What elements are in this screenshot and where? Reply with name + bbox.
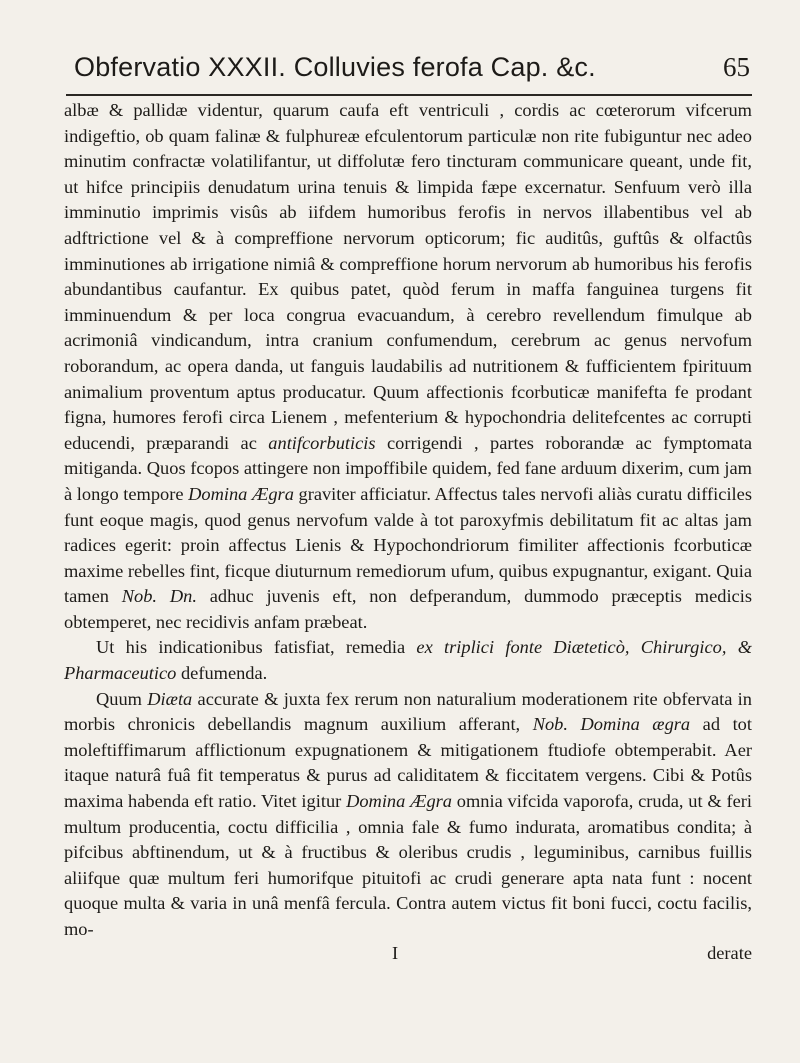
body-text xyxy=(64,98,752,943)
paragraph xyxy=(64,635,752,686)
text-segment: Quum xyxy=(96,688,148,709)
catchline xyxy=(64,943,752,969)
signature-mark: I xyxy=(392,942,399,963)
italic-text-segment: Domina Ægra xyxy=(346,791,452,812)
text-segment: corrigendi , partes roborandæ ac fymptomata mitiganda. Quos fcopos attingere non impoffibile quidem, fed fane arduum dixerim, cum jam à longo tempore xyxy=(64,432,753,504)
italic-text-segment: Nob. Dn. xyxy=(121,586,197,607)
text-segment: defumenda. xyxy=(176,663,268,684)
page-header xyxy=(64,30,752,88)
italic-text-segment: Diæta xyxy=(147,688,193,709)
italic-text-segment: antifcorbuticis xyxy=(268,432,376,453)
text-segment: adhuc juvenis eft, non defperandum, dummodo præceptis medicis obtemperet, nec recidivis anfam præbeat. xyxy=(64,586,752,632)
running-head: Obfervatio XXXII. Colluvies ferofa Cap. &c. xyxy=(74,52,596,82)
paragraph xyxy=(64,687,752,943)
catchword: derate xyxy=(707,942,752,963)
header-rule xyxy=(66,94,752,96)
text-segment: Ut his indicationibus fatisfiat, remedia xyxy=(96,637,417,658)
text-segment: omnia vifcida vaporofa, cruda, ut & feri multum producentia, coctu difficilia , omnia fale & fumo indurata, aromatibus condita; à pifcibus abftinendum, ut & à fructibus & oleribus crudis , leguminibus, carnibus fuillis aliifque quæ multum feri humorifque pituitofi ac crudi generare apta nata funt : nocent quoque multa & varia in unâ menfâ fercula. Contra autem victus fit boni fucci, coctu facilis, mo- xyxy=(64,791,752,939)
paragraph xyxy=(64,98,752,635)
italic-text-segment: ex triplici fonte Diæteticò, Chirurgico, & Pharmaceutico xyxy=(64,637,752,684)
italic-text-segment: Nob. Domina ægra xyxy=(532,714,691,735)
page-number: 65 xyxy=(723,52,750,82)
text-segment: albæ & pallidæ videntur, quarum caufa eft ventriculi , cordis ac cœterorum vifcerum indigeftio, ob quam falinæ & fulphureæ efculentorum particulæ non rite fubiguntur nec adeo minutim confractæ volatilifantur, ut diffolutæ fero tincturam communicare queant, unde fit, ut hifce principiis denudatum urina tenuis & limpida fæpe excernatur. Senfuum verò illa imminutio imprimis visûs ab iifdem humoribus ferofis in nervos illabentibus vel ab adftrictione vel & à compreffione nervorum opticorum; fic auditûs, guftûs & olfactûs imminutiones ab irrigatione nimiâ & compreffione horum nervorum ab humoribus his ferofis abundantibus caufantur. Ex quibus patet, quòd ferum in maffa fanguinea turgens fit imminuendum & per loca congrua evacuandum, à cerebro revellendum fimulque ab acrimoniâ vindicandum, intra cranium confumendum, cerebrum ac genus nervofum roborandum, ac opera danda, ut fanguis laudabilis ad nutritionem & fufficientem fpirituum animalium proventum aptus producatur. Quum affectionis fcorbuticæ manifefta fe prodant figna, humores ferofi circa Lienem , mefenterium & hypochondria delitefcentes ac corrupti educendi, præparandi ac xyxy=(64,100,752,453)
text-segment: accurate & juxta fex rerum non naturalium moderationem rite obfervata in morbis chronicis debellandis magnum auxilium afferant, xyxy=(64,688,752,735)
italic-text-segment: Domina Ægra xyxy=(188,483,294,504)
text-segment: graviter afficiatur. Affectus tales nervofi aliàs curatu difficiles funt eoque magis, quod genus nervofum valde à tot paroxyfmis debilitatum fit ac altas jam radices egerit: proin affectus Lienis & Hypochondriorum fimiliter affectionis fcorbuticæ maxime rebelles fint, ficque diuturnum remediorum ufum, quibus expugnantur, exigant. Quia tamen xyxy=(64,483,752,607)
text-segment: ad tot moleftiffimarum afflictionum expugnationem & mitigationem ftudiofe obtemperabit. Aer itaque naturâ fuâ fit temperatus & purus ad caliditatem & ficcitatem vergens. Cibi & Potûs maxima habenda eft ratio. Vitet igitur xyxy=(64,714,752,812)
